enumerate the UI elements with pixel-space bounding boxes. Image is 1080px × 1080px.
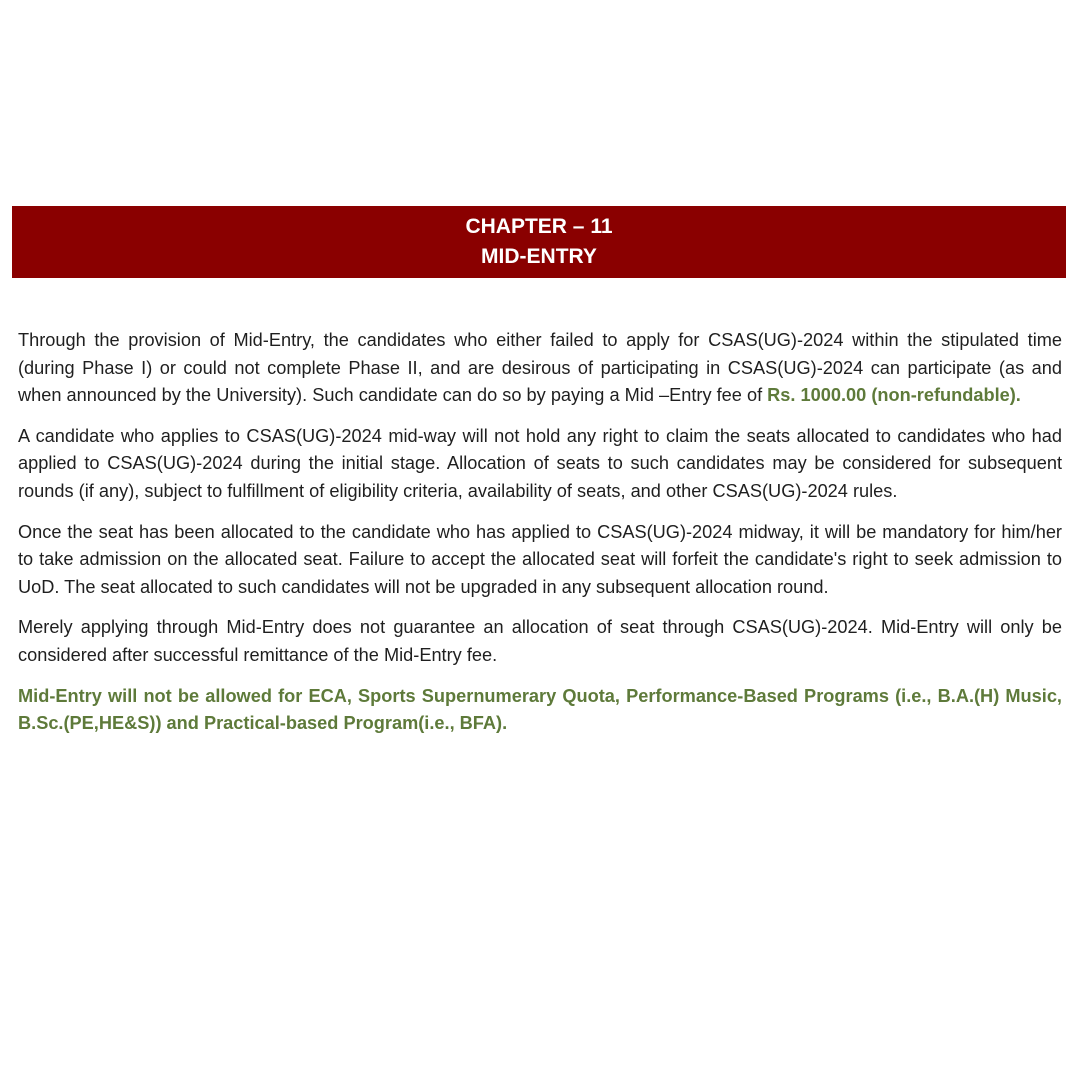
paragraph-mandatory-admission: Once the seat has been allocated to the candidate who has applied to CSAS(UG)-2024 midway, it will be mandatory for him/her to take admission on the allocated seat. Failure to accept the allocated seat will forfeit the candidate's right to seek admission to UoD. The seat allocated to such candidates will not be upgraded in any subsequent allocation round. bbox=[18, 521, 1062, 597]
paragraph-no-guarantee: Merely applying through Mid-Entry does not guarantee an allocation of seat through CSAS(UG)-2024. Mid-Entry will only be considered after successful remittance of the Mid-Entry fee. bbox=[18, 617, 1062, 665]
chapter-title: MID-ENTRY bbox=[481, 245, 597, 268]
paragraph-no-right-to-claim: A candidate who applies to CSAS(UG)-2024 mid-way will not hold any right to claim the seats allocated to candidates who had applied to CSAS(UG)-2024 during the initial stage. Allocation of seats to such candidates may be considered for subsequent rounds (if any), subject to fulfillment of eligibility criteria, availability of seats, and other CSAS(UG)-2024 rules. bbox=[18, 425, 1062, 501]
chapter-number: CHAPTER – 11 bbox=[465, 215, 613, 238]
mid-entry-fee-highlight: Rs. 1000.00 (non-refundable). bbox=[767, 385, 1021, 406]
chapter-body bbox=[18, 327, 1062, 751]
paragraph-exclusions-notice: Mid-Entry will not be allowed for ECA, Sports Supernumerary Quota, Performance-Based Programs (i.e., B.A.(H) Music, B.Sc.(PE,HE&S)) and Practical-based Program(i.e., BFA). bbox=[18, 685, 1062, 734]
chapter-header-banner bbox=[12, 206, 1066, 278]
paragraph-text: Through the provision of Mid-Entry, the candidates who either failed to apply for CSAS(UG)-2024 within the stipulated time (during Phase I) or could not complete Phase II, and are desirous of participating in CSAS(UG)-2024 can participate (as and when announced by the University). Such candidate can do so by paying a Mid –Entry fee of bbox=[18, 330, 1062, 406]
paragraph-mid-entry-provision bbox=[18, 327, 1062, 410]
